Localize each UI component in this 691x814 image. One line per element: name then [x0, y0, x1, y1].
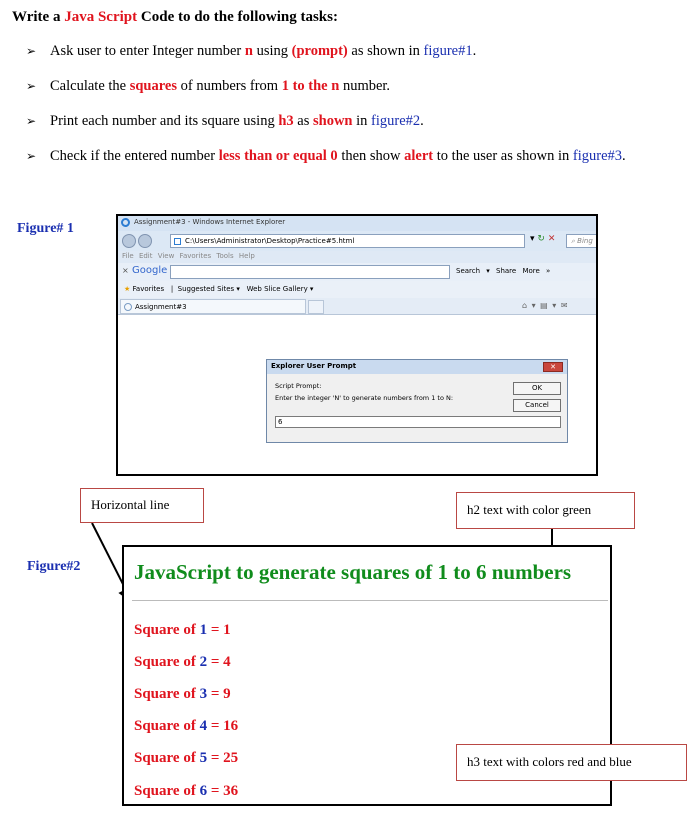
- bullet-arrow-icon: ➢: [26, 79, 37, 93]
- script-prompt-label: Script Prompt:: [275, 382, 322, 390]
- square-row: Square of 5 = 25: [134, 750, 239, 766]
- close-icon: ×: [122, 266, 129, 275]
- web-slice-gallery: Web Slice Gallery ▾: [246, 285, 314, 293]
- google-logo: Google: [132, 265, 168, 276]
- cancel-button: Cancel: [513, 399, 561, 412]
- square-row: Square of 3 = 9: [134, 686, 231, 702]
- figure2-label: Figure#2: [27, 559, 81, 574]
- square-row: Square of 6 = 36: [134, 783, 239, 799]
- task-item: ➢ Check if the entered number less than or equal 0 then show alert to the user as shown in figure#3.: [26, 148, 626, 164]
- callout-h2: h2 text with color green: [456, 492, 635, 529]
- search-input: ⌕ Bing: [566, 234, 598, 248]
- bullet-arrow-icon: ➢: [26, 44, 37, 58]
- task-item: ➢ Print each number and its square using h3 as shown in figure#2.: [26, 113, 424, 129]
- star-icon: ★: [124, 285, 131, 293]
- google-tools: Search ▾ Share More »: [456, 267, 551, 275]
- bullet-arrow-icon: ➢: [26, 114, 37, 128]
- address-input: C:\Users\Administrator\Desktop\Practice#5.html: [170, 234, 525, 248]
- figure1-label: Figure# 1: [17, 221, 74, 236]
- title-prefix: Write a: [12, 9, 65, 25]
- search-icon: ⌕: [571, 237, 575, 245]
- square-row: Square of 1 = 1: [134, 622, 231, 638]
- dialog-close-icon: ✕: [543, 362, 563, 372]
- dialog-title: Explorer User Prompt ✕: [267, 360, 567, 374]
- stop-icon: ✕: [547, 234, 556, 244]
- callout-horizontal-line: Horizontal line: [80, 488, 204, 523]
- favorites-bar: ★ Favorites | Suggested Sites ▾ Web Slice Gallery ▾: [118, 281, 596, 298]
- tab-assignment: Assignment#3: [120, 299, 306, 314]
- dropdown-icon: ▾: [530, 234, 535, 244]
- refresh-icon: ↻: [537, 234, 545, 244]
- suggested-sites: Suggested Sites ▾: [177, 285, 240, 293]
- bullet-arrow-icon: ➢: [26, 149, 37, 163]
- ie-menu-bar: File Edit View Favorites Tools Help: [118, 251, 596, 263]
- prompt-input: 6: [275, 416, 561, 428]
- title-suffix: Code to do the following tasks:: [137, 9, 338, 25]
- home-icon: ⌂ ▾ ▤ ▾ ✉: [522, 301, 568, 310]
- task-item: ➢ Calculate the squares of numbers from 1 to the n number.: [26, 78, 391, 94]
- square-row: Square of 2 = 4: [134, 654, 231, 670]
- ie-title-bar: Assignment#3 - Windows Internet Explorer: [118, 216, 596, 231]
- prompt-message: Enter the integer 'N' to generate numbers from 1 to N:: [275, 394, 454, 402]
- square-row: Square of 4 = 16: [134, 718, 239, 734]
- page-heading: JavaScript to generate squares of 1 to 6 numbers: [134, 560, 572, 584]
- horizontal-line: [132, 600, 608, 601]
- callout-h3: h3 text with colors red and blue: [456, 744, 687, 781]
- task-item: ➢ Ask user to enter Integer number n using (prompt) as shown in figure#1.: [26, 43, 477, 59]
- title-highlight: Java Script: [64, 9, 138, 25]
- ok-button: OK: [513, 382, 561, 395]
